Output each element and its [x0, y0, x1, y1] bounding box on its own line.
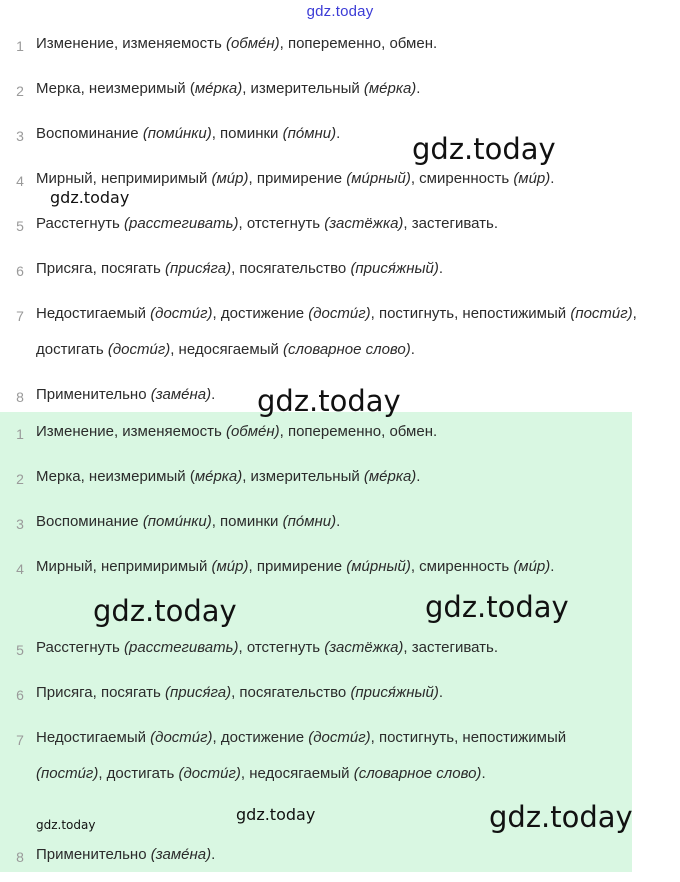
list-item: [0, 26, 680, 71]
item-text: Воспоминание (поми́нки), поминки (по́мни).: [36, 125, 341, 142]
item-text: Изменение, изменяемость (обме́н), попеременно, обмен.: [36, 423, 438, 440]
watermark: gdz.today: [50, 188, 130, 207]
item-text: Присяга, посягать (прися́га), посягательство (прися́жный).: [36, 684, 444, 701]
item-text: Применительно (заме́на).: [36, 846, 216, 863]
list-item: [0, 459, 680, 504]
answer-list-top: [0, 26, 680, 422]
item-text: Расстегнуть (расстегивать), отстегнуть (застёжка), застегивать.: [36, 215, 499, 232]
item-number: 8: [16, 849, 24, 865]
item-text: Мирный, непримиримый (ми́р), примирение (ми́рный), смиренность (ми́р).: [36, 558, 555, 575]
item-number: 3: [16, 516, 24, 532]
item-number: 4: [16, 173, 24, 189]
watermark: gdz.today: [93, 594, 237, 628]
watermark: gdz.today: [257, 384, 401, 418]
list-item: [0, 630, 680, 675]
item-number: 7: [16, 732, 24, 748]
watermark: gdz.today: [425, 590, 569, 624]
item-text: Мирный, непримиримый (ми́р), примирение (ми́рный), смиренность (ми́р).: [36, 170, 555, 187]
item-text: Воспоминание (поми́нки), поминки (по́мни).: [36, 513, 341, 530]
watermark: gdz.today: [489, 800, 633, 834]
watermark: gdz.today: [36, 818, 96, 832]
item-text: Недостигаемый (дости́г), достижение (дости́г), постигнуть, непостижимый (пости́г), достигать (дости́г), недосягаемый (словарное слово).: [36, 305, 637, 358]
list-item: [0, 675, 680, 720]
item-number: 2: [16, 471, 24, 487]
list-item: [0, 71, 680, 116]
item-text: Недостигаемый (дости́г), достижение (дости́г), постигнуть, непостижимый (пости́г), достигать (дости́г), недосягаемый (словарное слово).: [36, 729, 567, 782]
item-text: Присяга, посягать (прися́га), посягательство (прися́жный).: [36, 260, 444, 277]
item-text: Мерка, неизмеримый (ме́рка), измерительный (ме́рка).: [36, 80, 421, 97]
item-number: 6: [16, 263, 24, 279]
watermark: gdz.today: [412, 132, 556, 166]
item-text: Применительно (заме́на).: [36, 386, 216, 403]
item-number: 5: [16, 218, 24, 234]
item-number: 5: [16, 642, 24, 658]
watermark: gdz.today: [236, 805, 316, 824]
item-number: 1: [16, 38, 24, 54]
item-number: 6: [16, 687, 24, 703]
item-number: 8: [16, 389, 24, 405]
item-text: Изменение, изменяемость (обме́н), попеременно, обмен.: [36, 35, 438, 52]
list-item: [0, 414, 680, 459]
list-item: [0, 504, 680, 549]
list-item: [0, 251, 680, 296]
list-item: [0, 116, 680, 161]
list-item: [0, 206, 680, 251]
item-text: Мерка, неизмеримый (ме́рка), измерительный (ме́рка).: [36, 468, 421, 485]
list-item: [0, 837, 680, 882]
header-watermark: gdz.today: [306, 3, 374, 20]
item-number: 7: [16, 308, 24, 324]
list-item: [0, 296, 680, 377]
item-number: 3: [16, 128, 24, 144]
item-text: Расстегнуть (расстегивать), отстегнуть (застёжка), застегивать.: [36, 639, 499, 656]
item-number: 1: [16, 426, 24, 442]
item-number: 2: [16, 83, 24, 99]
item-number: 4: [16, 561, 24, 577]
